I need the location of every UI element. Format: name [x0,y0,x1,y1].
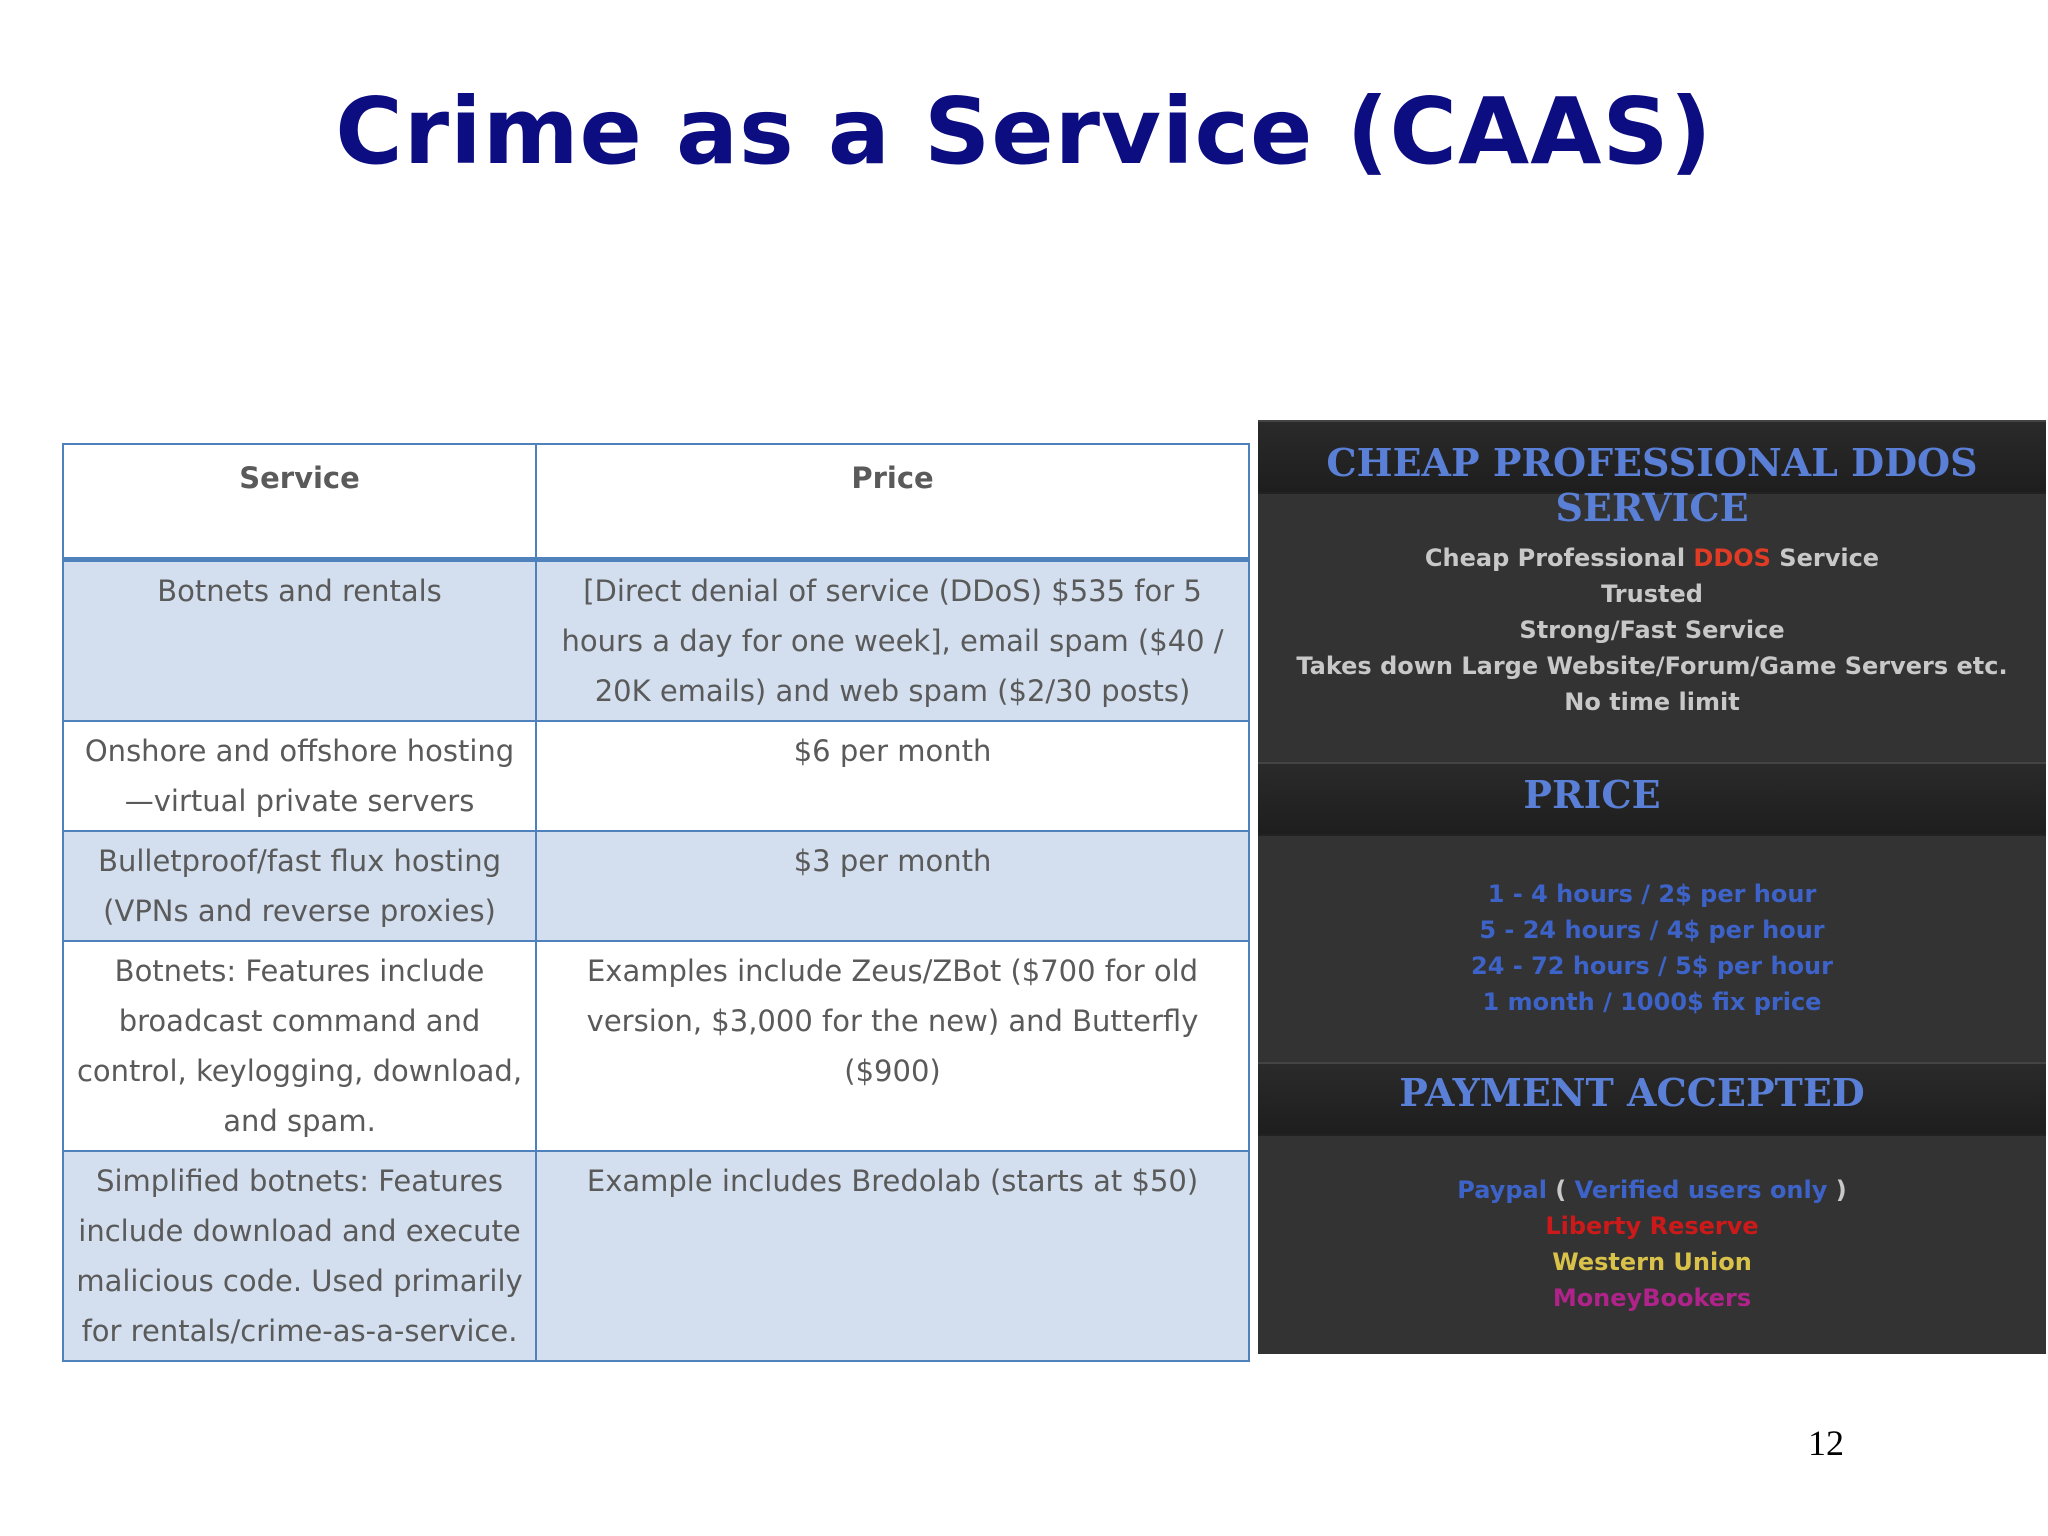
ad-intro-line: No time limit [1564,688,1740,716]
ad-paren-close: ) [1827,1176,1847,1204]
ad-payment-list [1258,1172,2046,1316]
price-cell: $6 per month [536,721,1249,831]
service-cell: Botnets and rentals [63,560,536,722]
table-row [63,560,1249,722]
slide-title: Crime as a Service (CAAS) [335,78,1713,185]
ad-price-heading: PRICE [1523,772,1661,817]
ad-intro-ddos: DDOS [1693,544,1771,572]
table-row [63,1151,1249,1361]
ad-price-list [1258,876,2046,1020]
ad-intro-line [1258,540,2046,576]
crime-service-price-table [62,443,1250,1362]
ad-intro-prefix: Cheap Professional [1424,544,1694,572]
table-row [63,721,1249,831]
service-cell: Onshore and offshore hosting—virtual private servers [63,721,536,831]
ad-payment-paypal: Paypal [1457,1176,1547,1204]
price-cell: Examples include Zeus/ZBot ($700 for old version, $3,000 for the new) and Butterfly ($900) [536,941,1249,1151]
service-cell: Simplified botnets: Features include download and execute malicious code. Used primarily for rentals/crime-as-a-service. [63,1151,536,1361]
page-number: 12 [1808,1423,1844,1463]
header-price: Price [536,444,1249,560]
table-row [63,941,1249,1151]
ad-price-line: 24 - 72 hours / 5$ per hour [1471,952,1833,980]
ad-intro-line: Takes down Large Website/Forum/Game Servers etc. [1296,652,2008,680]
ad-intro-line: Trusted [1601,580,1703,608]
ddos-ad-image [1258,420,2046,1354]
table-row [63,831,1249,941]
header-service: Service [63,444,536,560]
table-header-row [63,444,1249,560]
price-cell: $3 per month [536,831,1249,941]
ad-payment-western: Western Union [1552,1248,1752,1276]
ad-payment-moneybookers: MoneyBookers [1552,1284,1752,1312]
price-cell: [Direct denial of service (DDoS) $535 for 5 hours a day for one week], email spam ($40 / 20K emails) and web spam ($2/30 posts) [536,560,1249,722]
ad-main-heading: CHEAP PROFESSIONAL DDOS SERVICE [1326,440,1978,530]
service-cell: Bulletproof/fast flux hosting (VPNs and reverse proxies) [63,831,536,941]
ad-price-line: 1 month / 1000$ fix price [1482,988,1822,1016]
price-cell: Example includes Bredolab (starts at $50) [536,1151,1249,1361]
ad-price-line: 1 - 4 hours / 2$ per hour [1487,880,1817,908]
ad-payment-paypal-note: Verified users only [1574,1176,1828,1204]
ad-paren-open: ( [1546,1176,1575,1204]
ad-intro-suffix: Service [1770,544,1880,572]
ad-intro-line: Strong/Fast Service [1519,616,1785,644]
ad-price-line: 5 - 24 hours / 4$ per hour [1479,916,1825,944]
service-cell: Botnets: Features include broadcast command and control, keylogging, download, and spam. [63,941,536,1151]
ad-payment-heading: PAYMENT ACCEPTED [1399,1070,1865,1115]
ad-payment-liberty: Liberty Reserve [1545,1212,1759,1240]
ad-payment-line [1258,1172,2046,1208]
ad-intro-text [1258,540,2046,720]
